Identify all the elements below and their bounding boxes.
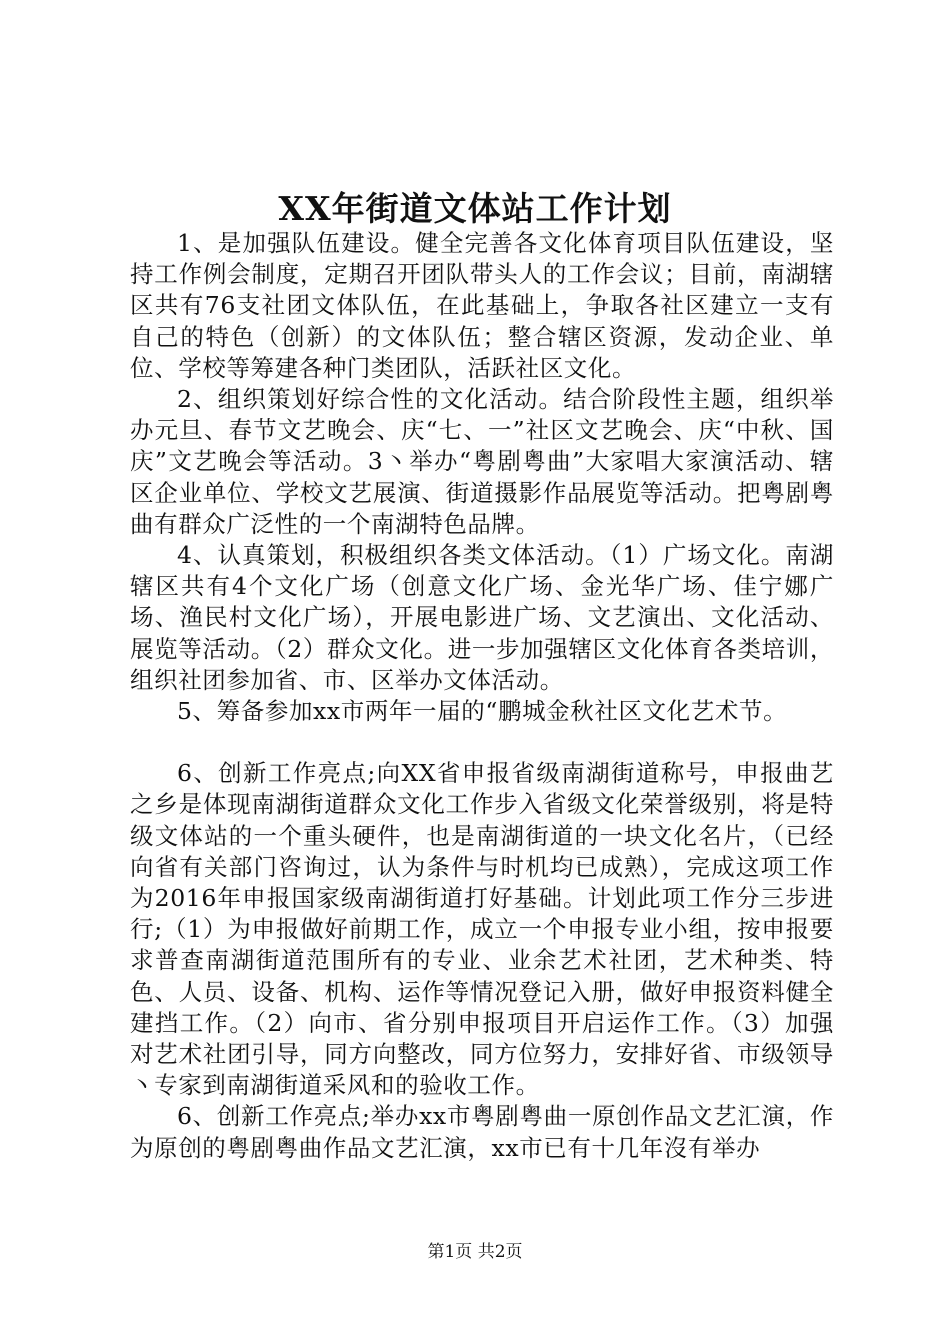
paragraph-1: 1、是加强队伍建设。健全完善各文化体育项目队伍建设，坚持工作例会制度，定期召开团队带头人的工作会议；目前，南湖辖区共有76支社团文体队伍，在此基础上，争取各社区建立一支有自己的特色（创新）的文体队伍；整合辖区资源，发动企业、单位、学校等筹建各种门类团队，活跃社区文化。 xyxy=(130,229,834,382)
paragraph-2: 2、组织策划好综合性的文化活动。结合阶段性主题，组织举办元旦、春节文艺晚会、庆“七、一”社区文艺晚会、庆“中秋、国庆”文艺晚会等活动。3丶举办“粤剧粤曲”大家唱大家演活动、辖区企业单位、学校文艺展演、街道摄影作品展览等活动。把粤剧粤曲有群众广泛性的一个南湖特色品牌。 xyxy=(130,385,834,538)
paragraph-3: 4、认真策划，积极组织各类文体活动。（1）广场文化。南湖辖区共有4个文化广场（创意文化广场、金光华广场、佳宁娜广场、渔民村文化广场），开展电影进广场、文艺演出、文化活动、展览等活动。（2）群众文化。进一步加强辖区文化体育各类培训，组织社团参加省、市、区举办文体活动。 xyxy=(130,541,834,694)
paragraph-4: 5、筹备参加xx市两年一届的“鹏城金秋社区文化艺术节。 xyxy=(177,697,788,726)
paragraph-spacer xyxy=(130,727,834,758)
paragraph-5: 6、创新工作亮点;向XX省申报省级南湖街道称号，申报曲艺之乡是体现南湖街道群众文化工作步入省级文化荣誉级别，将是特级文体站的一个重头硬件，也是南湖街道的一块文化名片，（已经向省有关部门咨询过，认为条件与时机均已成熟），完成这项工作为2016年申报国家级南湖街道打好基础。计划此项工作分三步进行;（1）为申报做好前期工作，成立一个申报专业小组，按申报要求普查南湖街道范围所有的专业、业余艺术社团，艺术种类、特色、人员、设备、机构、运作等情况登记入册，做好申报资料健全建挡工作。（2）向市、省分别申报项目开启运作工作。（3）加强对艺术社团引导，同方向整改，同方位努力，安排好省、市级领导丶专家到南湖街道采风和的验收工作。 xyxy=(130,759,834,1100)
page-footer: 第1页 共2页 xyxy=(427,1242,523,1262)
document-title: XX年街道文体站工作计划 xyxy=(278,189,672,228)
document-body xyxy=(130,228,834,1164)
paragraph-6: 6、创新工作亮点;举办xx市粤剧粤曲一原创作品文艺汇演，作为原创的粤剧粤曲作品文艺汇演，xx市已有十几年沒有举办 xyxy=(130,1102,834,1162)
